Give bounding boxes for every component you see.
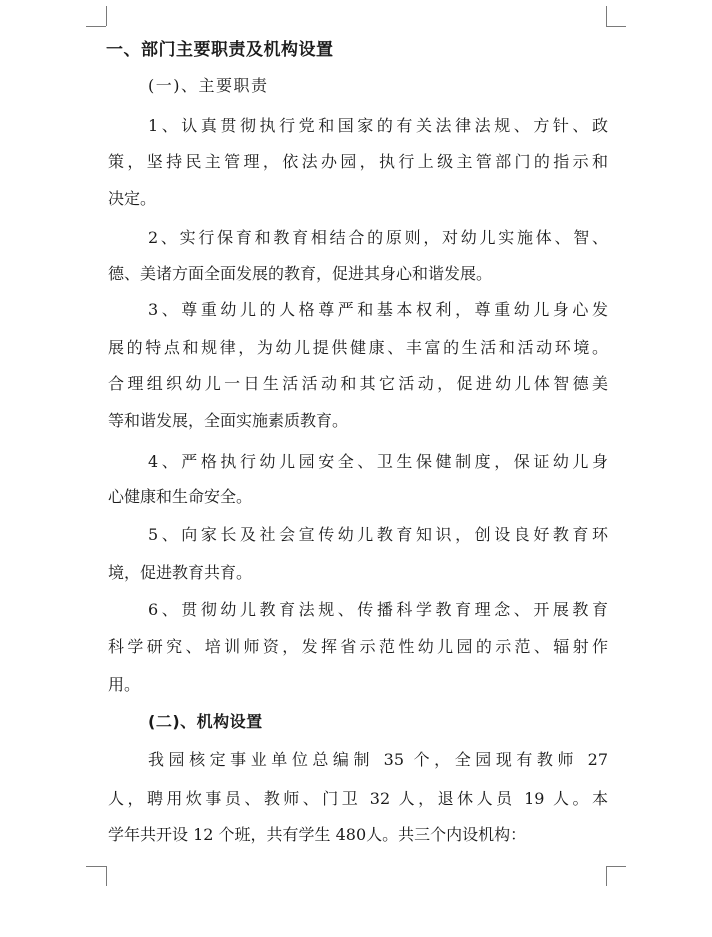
crop-mark-bottom-left-h	[86, 866, 106, 867]
duty-1-line-1: 1、认真贯彻执行党和国家的有关法律法规、方针、政	[148, 116, 608, 135]
duty-3-line-2: 展的特点和规律，为幼儿提供健康、丰富的生活和活动环境。	[108, 338, 608, 357]
duty-6-line-3: 用。	[108, 675, 141, 694]
duty-2-line-2: 德、美诸方面全面发展的教育，促进其身心和谐发展。	[108, 264, 493, 283]
duty-6-line-1: 6、贯彻幼儿教育法规、传播科学教育理念、开展教育	[148, 600, 608, 619]
crop-mark-top-left-h	[86, 26, 106, 27]
crop-mark-bottom-right-h	[606, 866, 626, 867]
section-heading: 一、部门主要职责及机构设置	[106, 40, 334, 60]
duty-3-line-4: 等和谐发展，全面实施素质教育。	[108, 411, 349, 430]
crop-mark-top-left-v	[106, 6, 107, 26]
structure-line-1: 我园核定事业单位总编制 35 个，全园现有教师 27	[148, 750, 608, 769]
structure-line-2: 人，聘用炊事员、教师、门卫 32 人，退休人员 19 人。本	[108, 789, 608, 808]
crop-mark-bottom-right-v	[606, 866, 607, 886]
duty-4-line-1: 4、严格执行幼儿园安全、卫生保健制度，保证幼儿身	[148, 452, 608, 471]
crop-mark-bottom-left-v	[106, 866, 107, 886]
duty-2-line-1: 2、实行保育和教育相结合的原则，对幼儿实施体、智、	[148, 228, 608, 247]
structure-line-3: 学年共开设 12 个班，共有学生 480人。共三个内设机构：	[108, 825, 527, 844]
duty-1-line-2: 策，坚持民主管理，依法办园，执行上级主管部门的指示和	[108, 152, 608, 171]
subsection-heading-structure: (二)、机构设置	[148, 712, 263, 731]
duty-3-line-3: 合理组织幼儿一日生活活动和其它活动，促进幼儿体智德美	[108, 374, 608, 393]
duty-3-line-1: 3、尊重幼儿的人格尊严和基本权利，尊重幼儿身心发	[148, 300, 608, 319]
duty-4-line-2: 心健康和生命安全。	[108, 487, 253, 506]
duty-6-line-2: 科学研究、培训师资，发挥省示范性幼儿园的示范、辐射作	[108, 637, 608, 656]
duty-5-line-1: 5、向家长及社会宣传幼儿教育知识，创设良好教育环	[148, 525, 608, 544]
duty-5-line-2: 境，促进教育共育。	[108, 563, 253, 582]
crop-mark-top-right-v	[606, 6, 607, 26]
subsection-heading-duties: (一)、主要职责	[148, 76, 269, 95]
crop-mark-top-right-h	[606, 26, 626, 27]
duty-1-line-3: 决定。	[108, 189, 157, 208]
